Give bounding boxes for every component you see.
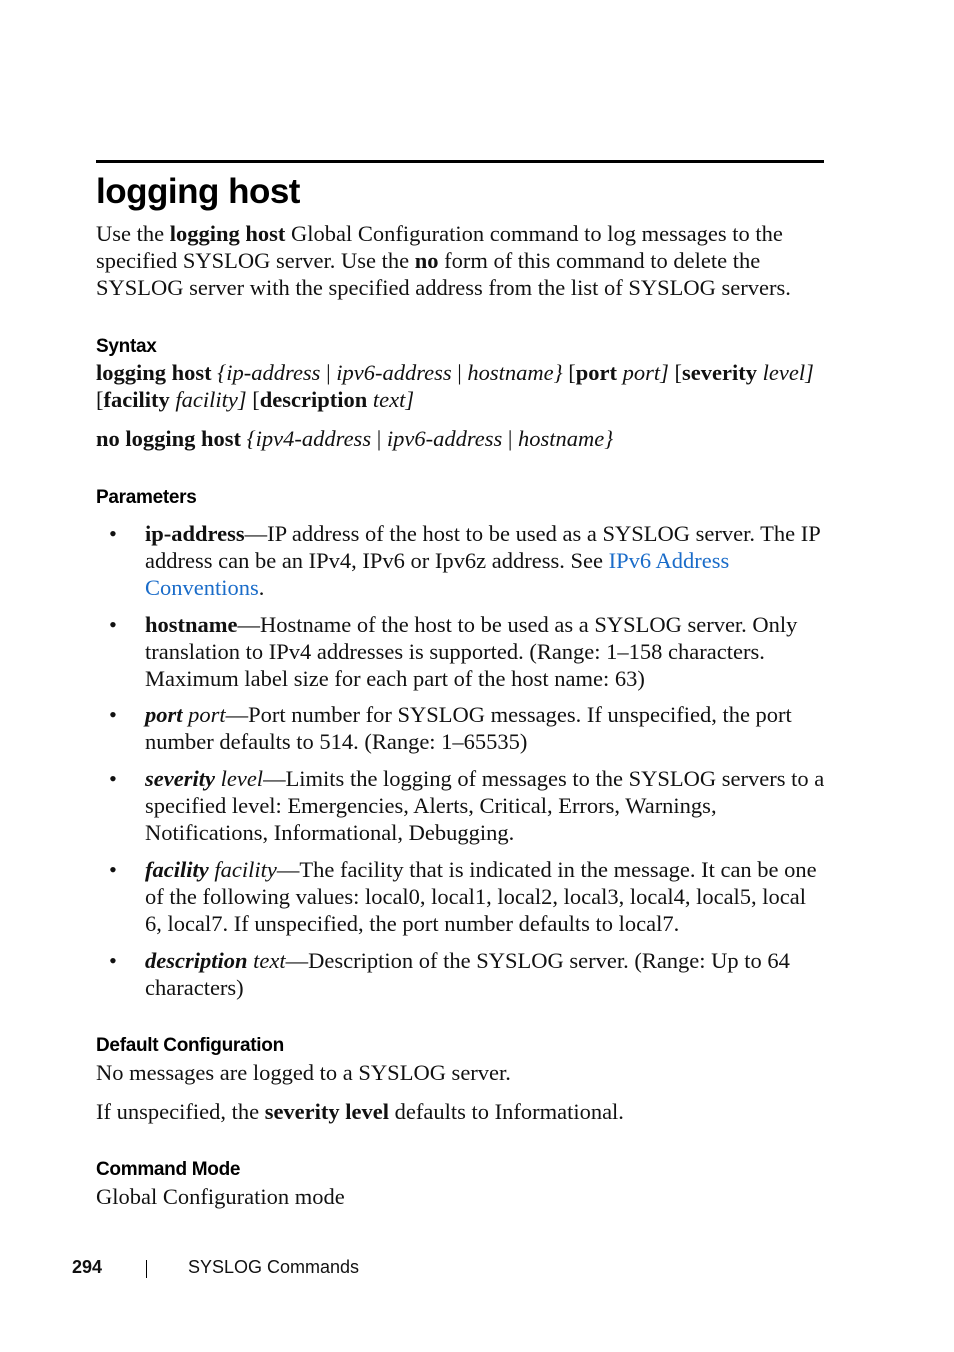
- param-term: facility: [145, 857, 209, 882]
- syntax-keyword: description: [259, 387, 368, 412]
- syntax-sep: [: [562, 360, 576, 385]
- syntax-line-1: [96, 359, 824, 413]
- syntax-sep: |: [451, 360, 468, 385]
- param-arg: level: [214, 766, 264, 791]
- param-term: hostname: [145, 612, 238, 637]
- page-number: 294: [72, 1257, 103, 1277]
- intro-text: form of this command to delete the SYSLOG server with the specified address from the list of SYSLOG servers.: [96, 248, 791, 300]
- syntax-keyword: logging host: [96, 360, 212, 385]
- param-term: port: [145, 702, 183, 727]
- bullet: •: [109, 948, 117, 973]
- default-config-heading: Default Configuration: [96, 1035, 284, 1056]
- bullet: •: [109, 857, 117, 882]
- footer-section-title: SYSLOG Commands: [188, 1257, 360, 1277]
- bullet: •: [109, 702, 117, 727]
- bullet: •: [109, 766, 117, 791]
- bullet: •: [109, 612, 117, 637]
- syntax-arg: port]: [617, 360, 669, 385]
- default-text: If unspecified, the: [96, 1099, 265, 1124]
- intro-text: Use the: [96, 221, 170, 246]
- param-desc: —Port number for SYSLOG messages. If unspecified, the port number defaults to 514. (Range: 1–65535): [145, 702, 792, 754]
- syntax-arg: {ipv4-address: [241, 426, 372, 451]
- syntax-keyword: facility: [103, 387, 170, 412]
- param-term: description: [145, 948, 248, 973]
- page-title: logging host: [96, 172, 300, 211]
- param-term: severity: [145, 766, 215, 791]
- syntax-arg: facility]: [169, 387, 247, 412]
- syntax-arg: hostname}: [518, 426, 614, 451]
- title-rule: [96, 160, 824, 163]
- syntax-heading: Syntax: [96, 336, 157, 357]
- param-description: [145, 947, 825, 1001]
- syntax-arg: ipv6-address: [336, 360, 452, 385]
- ipv6-conventions-link[interactable]: IPv6 Address Conventions: [145, 548, 730, 600]
- param-desc: —Hostname of the host to be used as a SYSLOG server. Only translation to IPv4 addresses is supported. (Range: 1–158 characters. Maximum label size for each part of the host name: 63): [145, 612, 798, 691]
- no-keyword: no: [414, 248, 439, 273]
- param-arg: facility: [208, 857, 277, 882]
- bullet: •: [109, 521, 117, 546]
- param-hostname: [145, 611, 825, 692]
- syntax-sep: [: [668, 360, 683, 385]
- default-config-line-1: No messages are logged to a SYSLOG server.: [96, 1060, 511, 1085]
- syntax-keyword: no logging host: [96, 426, 242, 451]
- syntax-sep: [: [96, 387, 104, 412]
- syntax-arg: hostname}: [467, 360, 563, 385]
- default-keyword: severity level: [264, 1099, 389, 1124]
- default-config-line-2: [96, 1098, 824, 1125]
- intro-paragraph: [96, 220, 824, 301]
- syntax-arg: text]: [367, 387, 415, 412]
- param-desc: —Description of the SYSLOG server. (Range: Up to 64 characters): [145, 948, 790, 1000]
- intro-text: Global Configuration command to log messages to the specified SYSLOG server. Use the: [96, 221, 783, 273]
- param-desc: .: [258, 575, 265, 600]
- syntax-keyword: port: [575, 360, 618, 385]
- param-port: [145, 701, 825, 755]
- param-arg: port: [182, 702, 226, 727]
- param-desc: —The facility that is indicated in the message. It can be one of the following values: local0, local1, local2, local3, local4, local5, local 6, local7. If unspecified, the port number defaults to local7.: [145, 857, 817, 936]
- syntax-sep: [: [246, 387, 260, 412]
- param-desc: —Limits the logging of messages to the SYSLOG servers to a specified level: Emergencies, Alerts, Critical, Errors, Warnings, Notifications, Informational, Debugging.: [145, 766, 825, 845]
- syntax-sep: |: [502, 426, 519, 451]
- param-arg: text: [247, 948, 286, 973]
- command-mode-text: Global Configuration mode: [96, 1184, 345, 1209]
- param-ip-address: [145, 520, 825, 601]
- param-severity: [145, 765, 825, 846]
- syntax-arg: {ip-address: [211, 360, 321, 385]
- param-facility: [145, 856, 825, 937]
- parameters-heading: Parameters: [96, 487, 197, 508]
- command-name: logging host: [169, 221, 286, 246]
- command-mode-heading: Command Mode: [96, 1159, 241, 1180]
- syntax-arg: ipv6-address: [386, 426, 503, 451]
- syntax-sep: |: [371, 426, 387, 451]
- syntax-keyword: severity: [682, 360, 757, 385]
- syntax-arg: level]: [757, 360, 814, 385]
- syntax-line-2: [96, 425, 824, 452]
- param-term: ip-address: [145, 521, 245, 546]
- footer-divider: [146, 1260, 147, 1278]
- syntax-sep: |: [320, 360, 337, 385]
- default-text: defaults to Informational.: [389, 1099, 624, 1124]
- param-desc: —IP address of the host to be used as a SYSLOG server. The IP address can be an IPv4, IPv6 or Ipv6z address. See: [145, 521, 820, 573]
